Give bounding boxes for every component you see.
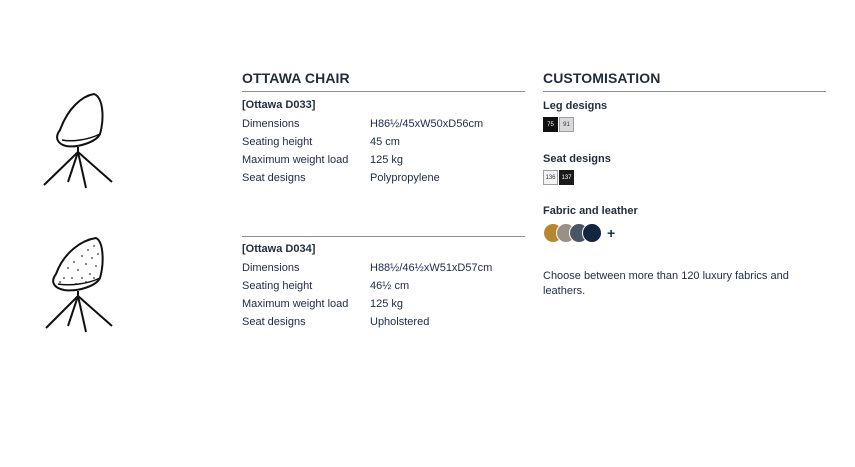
fabric-swatch-navy[interactable]	[582, 223, 602, 243]
seat-swatch-136[interactable]: 136	[543, 170, 558, 185]
fabric-leather	[543, 205, 826, 243]
spec-label: Seating height	[242, 280, 313, 292]
variant-divider	[242, 236, 525, 237]
chair-d034-illustration	[38, 234, 118, 334]
product-specs	[242, 70, 525, 331]
customisation-title: CUSTOMISATION	[543, 70, 826, 92]
customisation-panel	[543, 70, 826, 310]
spec-row	[242, 295, 525, 313]
spec-row	[242, 259, 525, 277]
product-title: OTTAWA CHAIR	[242, 70, 525, 92]
seat-swatches	[543, 170, 826, 185]
leg-swatch-75[interactable]: 75	[543, 117, 558, 132]
spec-value: 125 kg	[370, 298, 404, 310]
spec-row	[242, 169, 525, 187]
fabric-swatches	[543, 223, 826, 243]
spec-label: Dimensions	[242, 118, 300, 130]
spec-value: 46½ cm	[370, 280, 410, 292]
spec-label: Seat designs	[242, 316, 306, 328]
spec-row	[242, 277, 525, 295]
leg-designs	[543, 100, 826, 132]
fabric-note: Choose between more than 120 luxury fabrics and leathers.	[543, 270, 789, 297]
spec-value: 125 kg	[370, 154, 404, 166]
leg-designs-label: Leg designs	[543, 100, 608, 112]
leg-swatch-91[interactable]: 91	[559, 117, 574, 132]
spec-label: Dimensions	[242, 262, 300, 274]
seat-designs	[543, 153, 826, 185]
spec-value: H88½/46½xW51xD57cm	[370, 262, 493, 274]
variant-code: [Ottawa D034]	[242, 243, 316, 255]
variant-d034	[242, 243, 525, 331]
spec-row	[242, 313, 525, 331]
spec-value: 45 cm	[370, 136, 400, 148]
fabric-label: Fabric and leather	[543, 205, 638, 217]
spec-row	[242, 115, 525, 133]
spec-value: Polypropylene	[370, 172, 440, 184]
more-fabrics-button[interactable]: +	[607, 225, 616, 241]
spec-row	[242, 133, 525, 151]
spec-row	[242, 151, 525, 169]
seat-designs-label: Seat designs	[543, 153, 611, 165]
chair-d033-illustration	[38, 90, 118, 190]
seat-swatch-137[interactable]: 137	[559, 170, 574, 185]
spec-value: Upholstered	[370, 316, 430, 328]
spec-value: H86½/45xW50xD56cm	[370, 118, 484, 130]
spec-label: Seat designs	[242, 172, 306, 184]
variant-code: [Ottawa D033]	[242, 99, 316, 111]
spec-label: Seating height	[242, 136, 313, 148]
spec-label: Maximum weight load	[242, 154, 349, 166]
variant-d033	[242, 99, 525, 187]
leg-swatches	[543, 117, 826, 132]
spec-label: Maximum weight load	[242, 298, 349, 310]
